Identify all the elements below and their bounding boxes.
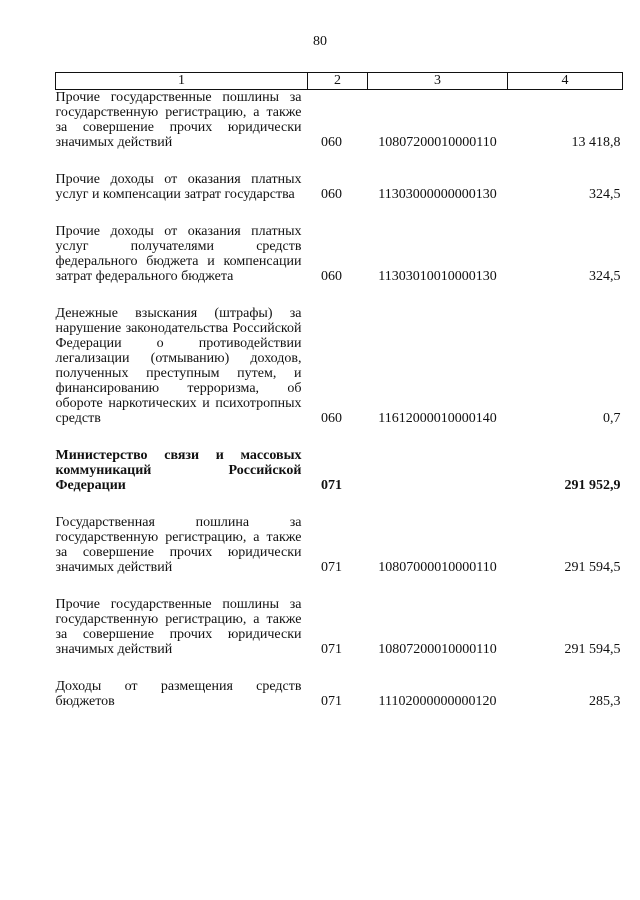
- row-name: Прочие государственные пошлины за государственную регистрацию, а также за совершение прочих юридически значимых действий: [55, 90, 302, 150]
- row-name: Денежные взыскания (штрафы) за нарушение законодательства Российской Федерации о противодействии легализации (отмыванию) доходов, полученных преступным путем, и финансированию терроризма, об обороте наркотических и психотропных средств: [55, 306, 302, 426]
- row-amount: 0,7: [603, 411, 621, 426]
- row-name: Прочие доходы от оказания платных услуг и компенсации затрат государства: [55, 172, 302, 202]
- table-row: [56, 679, 623, 709]
- ministry-amount: 291 952,9: [564, 478, 621, 493]
- table-row: [56, 515, 623, 575]
- row-name: Государственная пошлина за государственную регистрацию, а также за совершение прочих юридически значимых действий: [55, 515, 302, 575]
- row-amount: 324,5: [589, 269, 621, 284]
- column-header-3: 3: [368, 73, 508, 90]
- table-row: [56, 90, 623, 151]
- row-name: Прочие доходы от оказания платных услуг получателями средств федерального бюджета и компенсации затрат федерального бюджета: [55, 224, 302, 284]
- row-kbk: 11303010010000130: [378, 269, 497, 284]
- row-spacer: [56, 493, 623, 515]
- row-spacer: [56, 284, 623, 306]
- row-spacer: [56, 202, 623, 224]
- row-kbk: 11102000000000120: [378, 694, 497, 709]
- row-spacer: [56, 150, 623, 172]
- row-amount: 285,3: [589, 694, 621, 709]
- row-kbk: 10807200010000110: [378, 642, 497, 657]
- table-row: [56, 172, 623, 202]
- row-admin-code: 060: [321, 187, 342, 202]
- table-row: [56, 224, 623, 284]
- row-amount: 291 594,5: [564, 642, 621, 657]
- table-body: [56, 90, 623, 710]
- header-row: [56, 73, 623, 90]
- row-admin-code: 060: [321, 135, 342, 150]
- row-kbk: 10807200010000110: [378, 135, 497, 150]
- ministry-name: Министерство связи и массовых коммуникаций Российской Федерации: [55, 448, 302, 493]
- ministry-admin-code: 071: [321, 478, 342, 493]
- row-admin-code: 071: [321, 694, 342, 709]
- row-amount: 13 418,8: [571, 135, 621, 150]
- ministry-kbk: [368, 448, 508, 493]
- table-row: [56, 306, 623, 426]
- row-amount: 324,5: [589, 187, 621, 202]
- column-header-4: 4: [508, 73, 623, 90]
- revenue-table: [55, 72, 623, 709]
- row-admin-code: 060: [321, 411, 342, 426]
- row-spacer: [56, 575, 623, 597]
- row-amount: 291 594,5: [564, 560, 621, 575]
- row-kbk: 11303000000000130: [378, 187, 497, 202]
- row-spacer: [56, 657, 623, 679]
- row-admin-code: 071: [321, 642, 342, 657]
- row-name: Доходы от размещения средств бюджетов: [55, 679, 302, 709]
- ministry-row: [56, 448, 623, 493]
- column-header-1: 1: [56, 73, 308, 90]
- row-admin-code: 071: [321, 560, 342, 575]
- table-row: [56, 597, 623, 657]
- row-name: Прочие государственные пошлины за государственную регистрацию, а также за совершение прочих юридически значимых действий: [55, 597, 302, 657]
- row-kbk: 10807000010000110: [378, 560, 497, 575]
- column-header-2: 2: [308, 73, 368, 90]
- page-number: 80: [313, 34, 327, 49]
- row-kbk: 11612000010000140: [378, 411, 497, 426]
- row-spacer: [56, 426, 623, 448]
- table-header: [56, 73, 623, 90]
- row-admin-code: 060: [321, 269, 342, 284]
